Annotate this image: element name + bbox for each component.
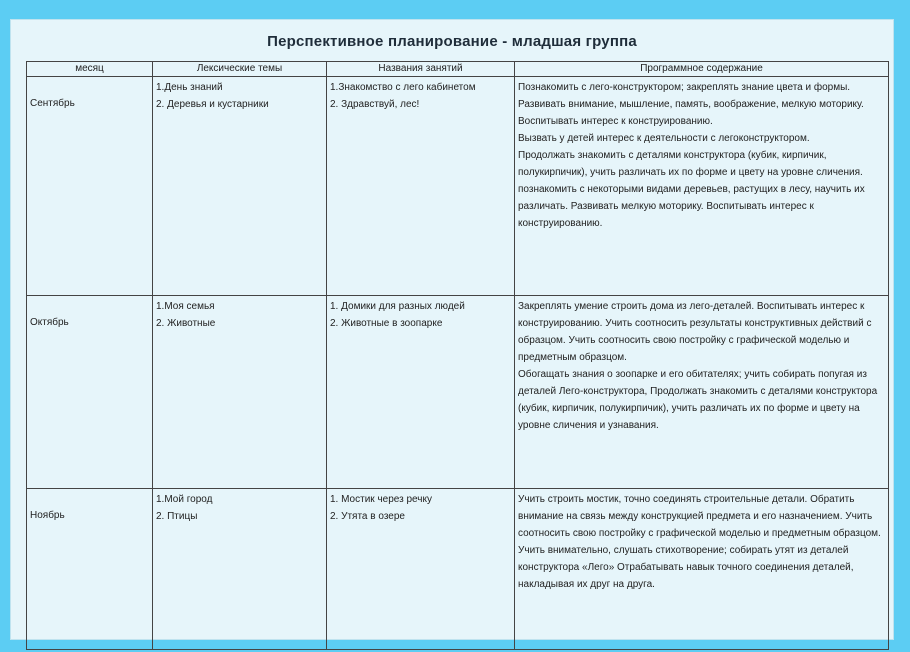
theme-item: 1.День знаний [156, 82, 223, 93]
lesson-item: 2. Животные в зоопарке [330, 318, 443, 329]
header-themes: Лексические темы [153, 62, 327, 77]
theme-item: 1.Мой город [156, 494, 213, 505]
content-cell [515, 296, 889, 489]
planning-sheet [10, 19, 894, 640]
theme-item: 2. Деревья и кустарники [156, 99, 269, 110]
header-lessons: Названия занятий [327, 62, 515, 77]
content-paragraph: Закреплять умение строить дома из лего-деталей. Воспитывать интерес к конструированию. Учить соотносить результаты конструктивных действий с образцом. Учить соотносить свою постройку с графической моделью и предметным образцом. [518, 301, 872, 363]
lessons-cell [327, 77, 515, 296]
content-paragraph: Учить внимательно, слушать стихотворение; собирать утят из деталей конструктора «Лего» Отрабатывать навык точного соединения деталей, накладывая их друг на друга. [518, 545, 854, 590]
lesson-item: 1. Мостик через речку [330, 494, 432, 505]
content-paragraph: Развивать внимание, мышление, память, воображение, мелкую моторику. Воспитывать интерес к конструированию. [518, 99, 864, 127]
month-cell: Сентябрь [27, 77, 153, 296]
content-paragraph: Вызвать у детей интерес к деятельности с легоконструктором. [518, 133, 810, 144]
lesson-item: 1.Знакомство с лего кабинетом [330, 82, 476, 93]
content-paragraph: Учить строить мостик, точно соединять строительные детали. Обратить внимание на связь между конструкцией предмета и его назначением. Учить соотносить свою постройку с графической моделью и предметным образцом. [518, 494, 881, 539]
themes-cell [153, 296, 327, 489]
content-cell [515, 489, 889, 650]
header-content: Программное содержание [515, 62, 889, 77]
table-row [27, 296, 889, 489]
lesson-item: 2. Здравствуй, лес! [330, 99, 420, 110]
table-row [27, 489, 889, 650]
content-cell [515, 77, 889, 296]
theme-item: 2. Птицы [156, 511, 198, 522]
content-paragraph: Познакомить с лего-конструктором; закреплять знание цвета и формы. [518, 82, 851, 93]
month-cell: Ноябрь [27, 489, 153, 650]
month-cell: Октябрь [27, 296, 153, 489]
content-paragraph: Обогащать знания о зоопарке и его обитателях; учить собирать попугая из деталей Лего-конструктора, Продолжать знакомить с деталями конструктора (кубик, кирпичик, полукирпичик), учить различать их по форме и цвету на уровне сличения и узнавания. [518, 369, 878, 431]
lessons-cell [327, 489, 515, 650]
theme-item: 2. Животные [156, 318, 216, 329]
lesson-item: 2. Утята в озере [330, 511, 405, 522]
theme-item: 1.Моя семья [156, 301, 215, 312]
table-header-row [27, 62, 889, 77]
themes-cell [153, 77, 327, 296]
page-title: Перспективное планирование - младшая группа [267, 33, 637, 50]
header-month: месяц [27, 62, 153, 77]
lessons-cell [327, 296, 515, 489]
table-row [27, 77, 889, 296]
lesson-item: 1. Домики для разных людей [330, 301, 465, 312]
themes-cell [153, 489, 327, 650]
content-paragraph: Продолжать знакомить с деталями конструктора (кубик, кирпичик, полукирпичик), учить различать их по форме и цвету на уровне сличения. познакомить с некоторыми видами деревьев, растущих в лесу, научить их различать. Развивать мелкую моторику. Воспитывать интерес к конструированию. [518, 150, 865, 229]
planning-table [26, 61, 889, 650]
